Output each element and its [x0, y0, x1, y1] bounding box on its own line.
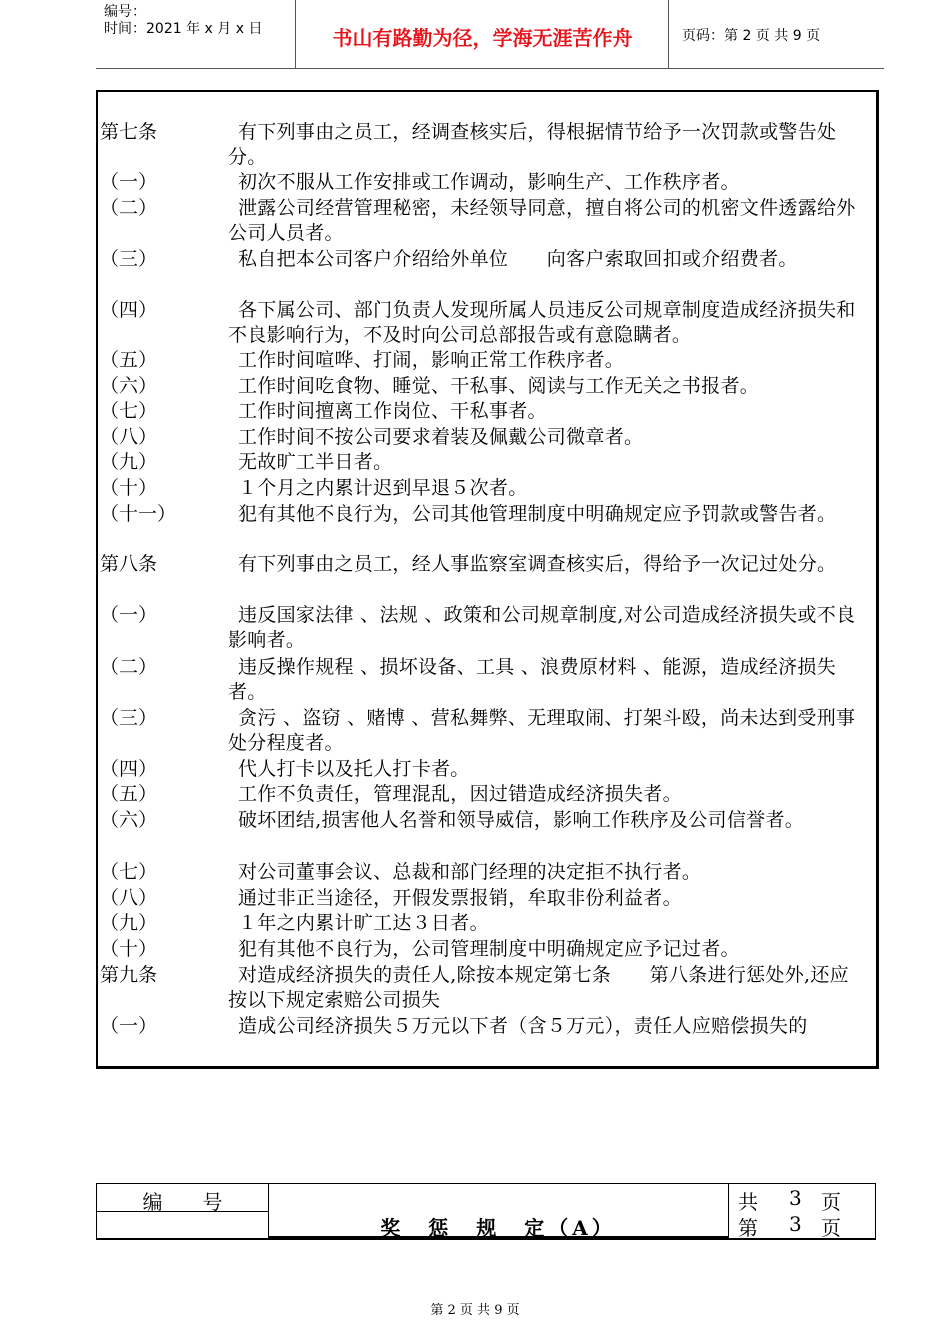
clause-text: 代人打卡以及托人打卡者。: [238, 758, 470, 780]
clause-label: （五）: [100, 783, 158, 805]
clause-text: 造成公司经济损失５万元以下者（含５万元），责任人应赔偿损失的: [238, 1015, 808, 1037]
clause-text: １年之内累计旷工达３日者。: [238, 912, 489, 934]
clause-text: 无故旷工半日者。: [238, 451, 393, 473]
clause-text: 违反操作规程 、损坏设备、工具 、浪费原材料 、能源，造成经济损失者。: [228, 656, 837, 703]
article-label: 第八条: [100, 553, 158, 575]
article-label: 第七条: [100, 121, 158, 143]
clause-label: （一）: [100, 1015, 158, 1037]
header-page-label: 页码：第 2 页 共 9 页: [682, 28, 821, 44]
clause-text: 工作时间擅离工作岗位、干私事者。: [238, 400, 547, 422]
article-text: 有下列事由之员工，经调查核实后，得根据情节给予一次罚款或警告处分。: [228, 121, 837, 168]
number-label: 编 号: [142, 1190, 223, 1214]
clause-text: 泄露公司经营管理秘密，未经领导同意，擅自将公司的机密文件透露给外公司人员者。: [228, 197, 856, 244]
page-header: [96, 0, 884, 69]
current-page-label: 第: [738, 1216, 758, 1240]
clause-label: （九）: [100, 451, 158, 473]
clause-text: 工作时间不按公司要求着装及佩戴公司微章者。: [238, 426, 644, 448]
clause-label: （六）: [100, 375, 158, 397]
article-label: 第九条: [100, 964, 158, 986]
clause-label: （六）: [100, 809, 158, 831]
clause-label: （二）: [100, 656, 158, 678]
header-motto: 书山有路勤为径，学海无涯苦作舟: [332, 26, 633, 50]
article-text: 对造成经济损失的责任人,除按本规定第七条 第八条进行惩处外,还应按以下规定索赔公司损失: [228, 964, 849, 1011]
article-text: 有下列事由之员工，经人事监察室调查核实后，得给予一次记过处分。: [238, 553, 837, 575]
clause-text: 工作时间喧哗、打闹，影响正常工作秩序者。: [238, 349, 625, 371]
header-time-label: 时间：2021 年 x 月 x 日: [104, 21, 263, 37]
regulation-box: [96, 90, 879, 1069]
clause-text: 犯有其他不良行为，公司其他管理制度中明确规定应予罚款或警告者。: [238, 503, 837, 525]
clause-text: １个月之内累计迟到早退５次者。: [238, 477, 528, 499]
page-footer: 第 2 页 共 9 页: [430, 1303, 520, 1318]
clause-label: （四）: [100, 758, 158, 780]
clause-label: （十）: [100, 938, 158, 960]
clause-text: 对公司董事会议、总裁和部门经理的决定拒不执行者。: [238, 861, 702, 883]
clause-label: （九）: [100, 912, 158, 934]
clause-label: （十）: [100, 477, 158, 499]
total-pages-unit: 页: [821, 1190, 841, 1214]
clause-label: （七）: [100, 861, 158, 883]
clause-label: （十一）: [100, 503, 177, 525]
clause-text: 犯有其他不良行为，公司管理制度中明确规定应予记过者。: [238, 938, 740, 960]
document-title: 奖 惩 规 定（A）: [380, 1216, 616, 1240]
clause-text: 破坏团结,损害他人名誉和领导威信，影响工作秩序及公司信誉者。: [238, 809, 805, 831]
clause-label: （一）: [100, 171, 158, 193]
clause-text: 各下属公司、部门负责人发现所属人员违反公司规章制度造成经济损失和不良影响行为，不及时向公司总部报告或有意隐瞒者。: [228, 299, 856, 346]
clause-text: 工作不负责任，管理混乱，因过错造成经济损失者。: [238, 783, 682, 805]
clause-label: （八）: [100, 887, 158, 909]
clause-label: （七）: [100, 400, 158, 422]
current-page-unit: 页: [821, 1216, 841, 1240]
clause-label: （一）: [100, 604, 158, 626]
clause-text: 贪污 、盗窃 、赌博 、营私舞弊、无理取闹、打架斗殴，尚未达到受刑事处分程度者。: [228, 707, 856, 754]
clause-label: （二）: [100, 197, 158, 219]
header-number-label: 编号：: [104, 4, 146, 20]
document-footer-table: [96, 1183, 876, 1240]
clause-text: 违反国家法律 、法规 、政策和公司规章制度,对公司造成经济损失或不良影响者。: [228, 604, 856, 651]
clause-text: 私自把本公司客户介绍给外单位 向客户索取回扣或介绍费者。: [238, 248, 798, 270]
total-pages-value: 3: [789, 1186, 802, 1210]
clause-label: （三）: [100, 707, 158, 729]
clause-label: （五）: [100, 349, 158, 371]
clause-label: （四）: [100, 299, 158, 321]
clause-text: 初次不服从工作安排或工作调动，影响生产、工作秩序者。: [238, 171, 740, 193]
clause-text: 工作时间吃食物、睡觉、干私事、阅读与工作无关之书报者。: [238, 375, 760, 397]
header-divider: [668, 0, 669, 68]
table-divider: [728, 1184, 729, 1238]
current-page-value: 3: [789, 1212, 802, 1236]
clause-label: （八）: [100, 426, 158, 448]
clause-label: （三）: [100, 248, 158, 270]
header-meta: [104, 4, 262, 38]
total-pages-label: 共: [738, 1190, 758, 1214]
clause-text: 通过非正当途径，开假发票报销，牟取非份利益者。: [238, 887, 682, 909]
